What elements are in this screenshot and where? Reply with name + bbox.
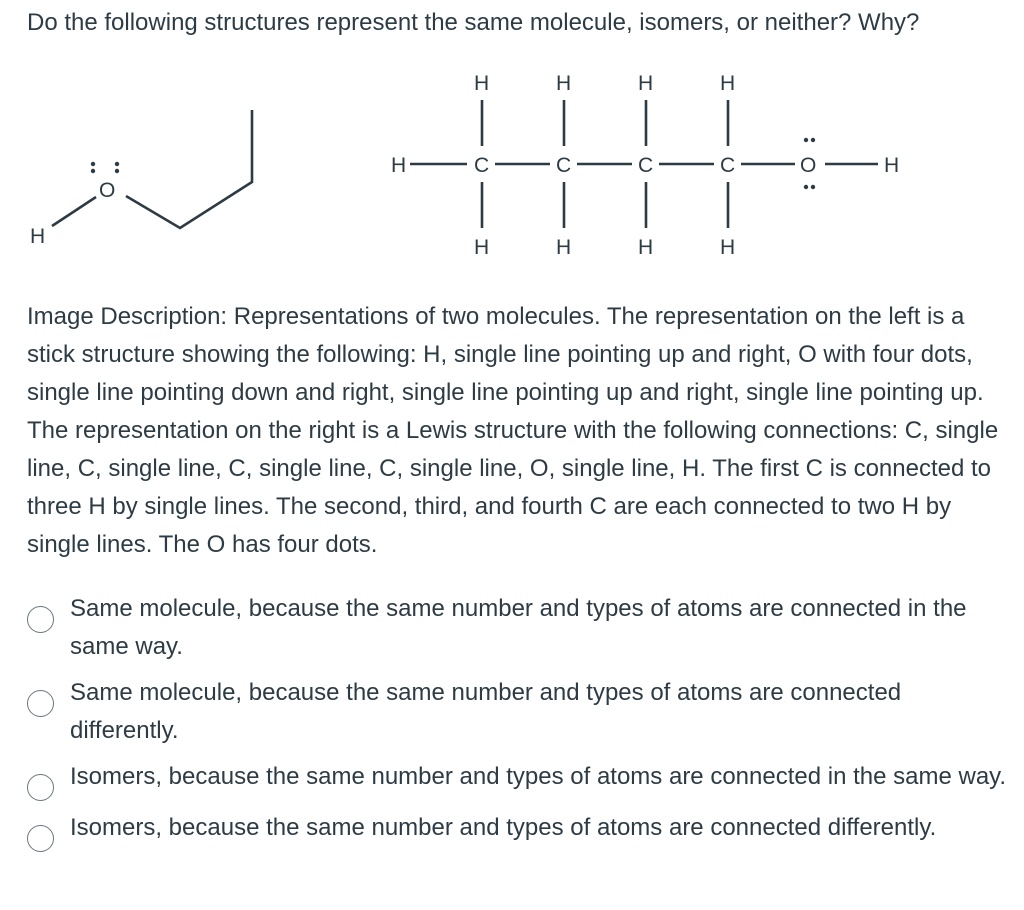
molecule-figure: [0, 60, 1024, 265]
lewis-bottom-hydrogen-2: H: [556, 236, 572, 259]
image-description: Image Description: Representations of two molecules. The representation on the left is a stick structure showing the following: H, single line pointing up and right, O with four dots, single line pointing down and right, single line pointing up and right, single line pointing up. The representation on the right is a Lewis structure with the following connections: C, single line, C, single line, C, single line, C, single line, O, single line, H. The first C is connected to three H by single lines. The second, third, and fourth C are each connected to two H by single lines. The O has four dots.: [27, 303, 999, 558]
question-prompt: Do the following structures represent the same molecule, isomers, or neither? Why?: [27, 9, 920, 36]
answer-option-1[interactable]: [27, 590, 1007, 666]
lewis-oxygen: O: [800, 154, 817, 177]
lewis-carbon-1: C: [474, 154, 490, 177]
answer-option-2[interactable]: [27, 674, 1007, 750]
lewis-bottom-hydrogen-1: H: [474, 236, 490, 259]
skeletal-oxygen-lone-pairs: [91, 162, 119, 173]
lewis-structure: [391, 72, 899, 259]
answer-option-label: Same molecule, because the same number and types of atoms are connected in the same way.: [70, 595, 967, 660]
answer-option-label: Same molecule, because the same number and types of atoms are connected differently.: [70, 679, 902, 744]
answer-option-3[interactable]: [27, 758, 1007, 801]
radio-button-icon[interactable]: [27, 606, 54, 633]
skeletal-hydrogen-label: H: [30, 225, 46, 248]
lewis-carbon-2: C: [556, 154, 572, 177]
skeletal-oxygen-label: O: [99, 179, 116, 202]
lewis-top-hydrogen-1: H: [474, 72, 490, 95]
radio-button-icon[interactable]: [27, 774, 54, 801]
lewis-left-hydrogen: H: [391, 154, 407, 177]
radio-button-icon[interactable]: [27, 690, 54, 717]
lewis-top-hydrogen-2: H: [556, 72, 572, 95]
lewis-bottom-hydrogen-3: H: [638, 236, 654, 259]
answer-option-4[interactable]: [27, 809, 1007, 852]
lewis-carbon-3: C: [638, 154, 654, 177]
lewis-right-hydrogen: H: [884, 154, 900, 177]
answer-option-label: Isomers, because the same number and types of atoms are connected differently.: [70, 814, 937, 841]
answer-options: [27, 590, 1007, 860]
lewis-bottom-hydrogen-4: H: [720, 236, 736, 259]
answer-option-label: Isomers, because the same number and types of atoms are connected in the same way.: [70, 763, 1007, 790]
skeletal-carbon-chain: [126, 110, 252, 228]
lewis-carbon-4: C: [720, 154, 736, 177]
skeletal-bond-h-o: [52, 197, 96, 226]
lewis-top-hydrogen-3: H: [638, 72, 654, 95]
radio-button-icon[interactable]: [27, 825, 54, 852]
skeletal-structure: [30, 110, 252, 248]
lewis-top-hydrogen-4: H: [720, 72, 736, 95]
